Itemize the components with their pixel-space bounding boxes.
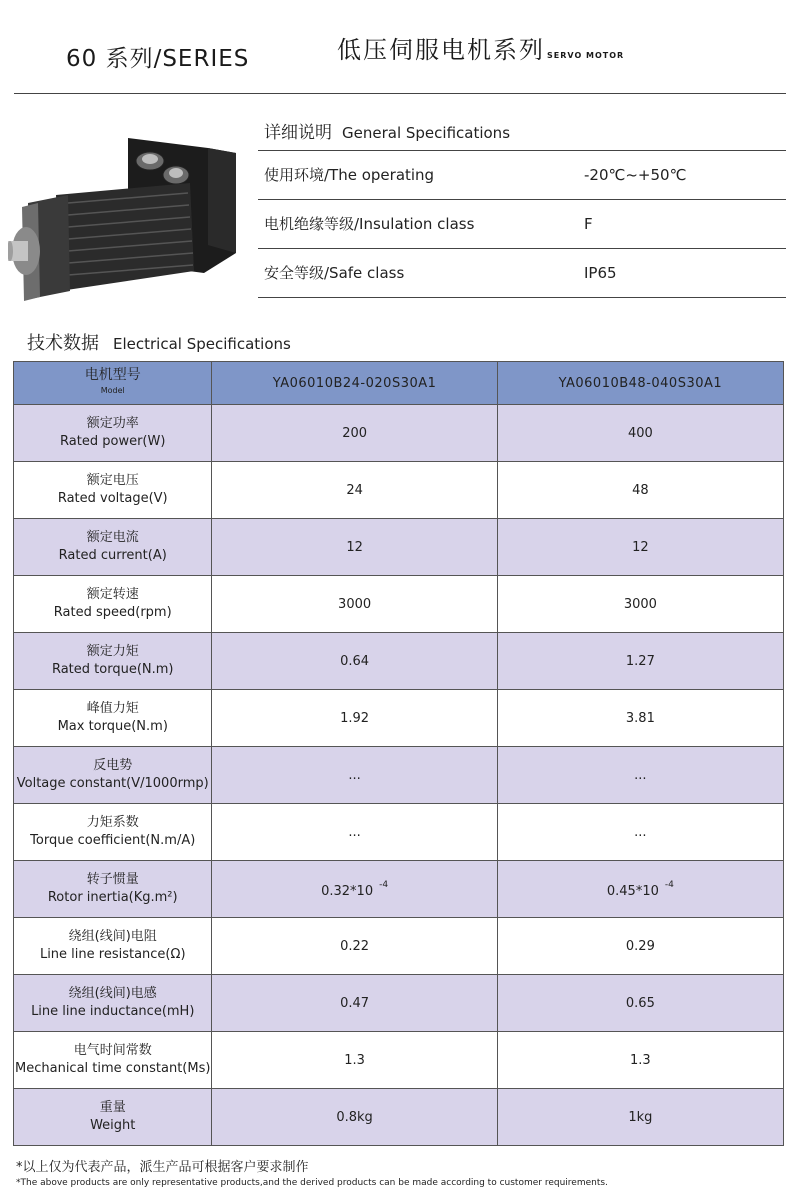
model-2-value: 400 (497, 405, 783, 462)
general-row-operating (258, 150, 786, 199)
param-cell (14, 975, 212, 1032)
table-row (14, 1032, 784, 1089)
servo-motor-image (8, 133, 240, 303)
general-row-insulation (258, 199, 786, 248)
model-header-cell (14, 362, 212, 405)
param-en: Mechanical time constant(Ms) (15, 1061, 211, 1076)
model-1-value: ... (212, 804, 497, 861)
electrical-specifications-title (27, 329, 291, 355)
param-en: Max torque(N.m) (57, 719, 168, 734)
table-row (14, 975, 784, 1032)
param-cell (14, 519, 212, 576)
series-title: 60 系列/SERIES (66, 46, 250, 72)
param-cell (14, 633, 212, 690)
param-cn: 电气时间常数 (73, 1043, 152, 1058)
table-row (14, 405, 784, 462)
general-specifications (258, 114, 786, 298)
value-exponent: -4 (379, 879, 389, 890)
param-cell (14, 1032, 212, 1089)
footnote-en: *The above products are only representative products,and the derived products can be made according to customer requirements. (16, 1178, 608, 1188)
electrical-spec-table (13, 361, 784, 1146)
param-cell (14, 576, 212, 633)
param-en: Line line resistance(Ω) (39, 947, 186, 962)
param-cn: 力矩系数 (86, 815, 139, 830)
param-cell (14, 690, 212, 747)
table-header-row (14, 362, 784, 405)
model-2-value: ... (497, 804, 783, 861)
table-row (14, 1089, 784, 1146)
model-1-value (212, 861, 497, 918)
param-cn: 重量 (99, 1100, 126, 1115)
model-1-value: ... (212, 747, 497, 804)
param-en: Rated current(A) (58, 548, 167, 563)
model-2-value: 1.3 (497, 1032, 783, 1089)
model-1-value: 1.3 (212, 1032, 497, 1089)
table-row (14, 918, 784, 975)
param-cn: 反电势 (93, 758, 133, 773)
general-row-value: F (584, 215, 593, 233)
param-cell (14, 1089, 212, 1146)
model-2-value: 0.65 (497, 975, 783, 1032)
param-cell (14, 918, 212, 975)
param-en: Line line inductance(mH) (31, 1004, 195, 1019)
param-cn: 绕组(线间)电阻 (68, 929, 157, 944)
model-1-value: 0.64 (212, 633, 497, 690)
table-row (14, 462, 784, 519)
model-2-value: 1.27 (497, 633, 783, 690)
param-cell (14, 747, 212, 804)
model-2-value: 1kg (497, 1089, 783, 1146)
model-2-header: YA06010B48-040S30A1 (497, 362, 783, 405)
model-1-value: 3000 (212, 576, 497, 633)
param-cn: 额定电流 (86, 530, 139, 545)
general-row-label: 电机绝缘等级/Insulation class (264, 215, 475, 233)
param-en: Rated power(W) (60, 434, 166, 449)
param-cell (14, 804, 212, 861)
value-exponent: -4 (664, 879, 674, 890)
param-en: Rated speed(rpm) (53, 605, 172, 620)
table-row (14, 804, 784, 861)
model-2-value: 3000 (497, 576, 783, 633)
value-base: 0.32*10 (321, 883, 374, 899)
param-en: Torque coefficient(N.m/A) (30, 833, 196, 848)
param-en: Voltage constant(V/1000rmp) (16, 776, 209, 791)
header-divider (14, 93, 786, 94)
param-cn: 额定功率 (86, 416, 139, 431)
model-2-value: 3.81 (497, 690, 783, 747)
general-row-label: 使用环境/The operating (264, 166, 435, 184)
param-cn: 转子惯量 (86, 872, 139, 887)
model-2-value: ... (497, 747, 783, 804)
model-1-value: 12 (212, 519, 497, 576)
model-1-value: 200 (212, 405, 497, 462)
general-title-en: General Specifications (342, 124, 511, 142)
param-cn: 额定电压 (86, 473, 139, 488)
model-2-value (497, 861, 783, 918)
value-base: 0.45*10 (606, 883, 659, 899)
general-specifications-title (258, 114, 786, 150)
model-2-value: 12 (497, 519, 783, 576)
model-1-value: 0.8kg (212, 1089, 497, 1146)
param-cn: 额定转速 (86, 587, 139, 602)
model-1-value: 0.22 (212, 918, 497, 975)
param-cn: 额定力矩 (86, 644, 139, 659)
param-cell (14, 405, 212, 462)
product-line-title (337, 30, 624, 65)
param-cn: 绕组(线间)电感 (68, 986, 157, 1001)
product-line-title-cn: 低压伺服电机系列 (337, 36, 545, 64)
param-en: Rated torque(N.m) (51, 662, 174, 677)
electrical-title-cn: 技术数据 (27, 333, 99, 354)
electrical-title-en: Electrical Specifications (113, 335, 291, 353)
param-en: Weight (90, 1118, 136, 1133)
model-1-value: 0.47 (212, 975, 497, 1032)
table-row (14, 747, 784, 804)
param-en: Rated voltage(V) (57, 491, 168, 506)
general-row-safe-class (258, 248, 786, 298)
model-2-value: 0.29 (497, 918, 783, 975)
model-1-value: 24 (212, 462, 497, 519)
footnote-cn: *以上仅为代表产品，派生产品可根据客户要求制作 (16, 1160, 309, 1175)
product-line-title-en: SERVO MOTOR (547, 51, 625, 60)
param-cn: 峰值力矩 (86, 701, 139, 716)
general-row-value: -20℃~+50℃ (584, 166, 687, 184)
model-1-value: 1.92 (212, 690, 497, 747)
general-title-cn: 详细说明 (264, 123, 332, 143)
param-cell (14, 861, 212, 918)
model-1-header: YA06010B24-020S30A1 (212, 362, 497, 405)
table-row (14, 690, 784, 747)
model-header-cn: 电机型号 (84, 367, 141, 383)
param-en: Rotor inertia(Kg.m²) (47, 890, 178, 905)
table-row (14, 861, 784, 918)
model-2-value: 48 (497, 462, 783, 519)
general-row-label: 安全等级/Safe class (264, 264, 405, 282)
table-row (14, 633, 784, 690)
table-row (14, 576, 784, 633)
table-row (14, 519, 784, 576)
general-row-value: IP65 (584, 264, 617, 282)
model-header-en: Model (100, 386, 125, 395)
param-cell (14, 462, 212, 519)
